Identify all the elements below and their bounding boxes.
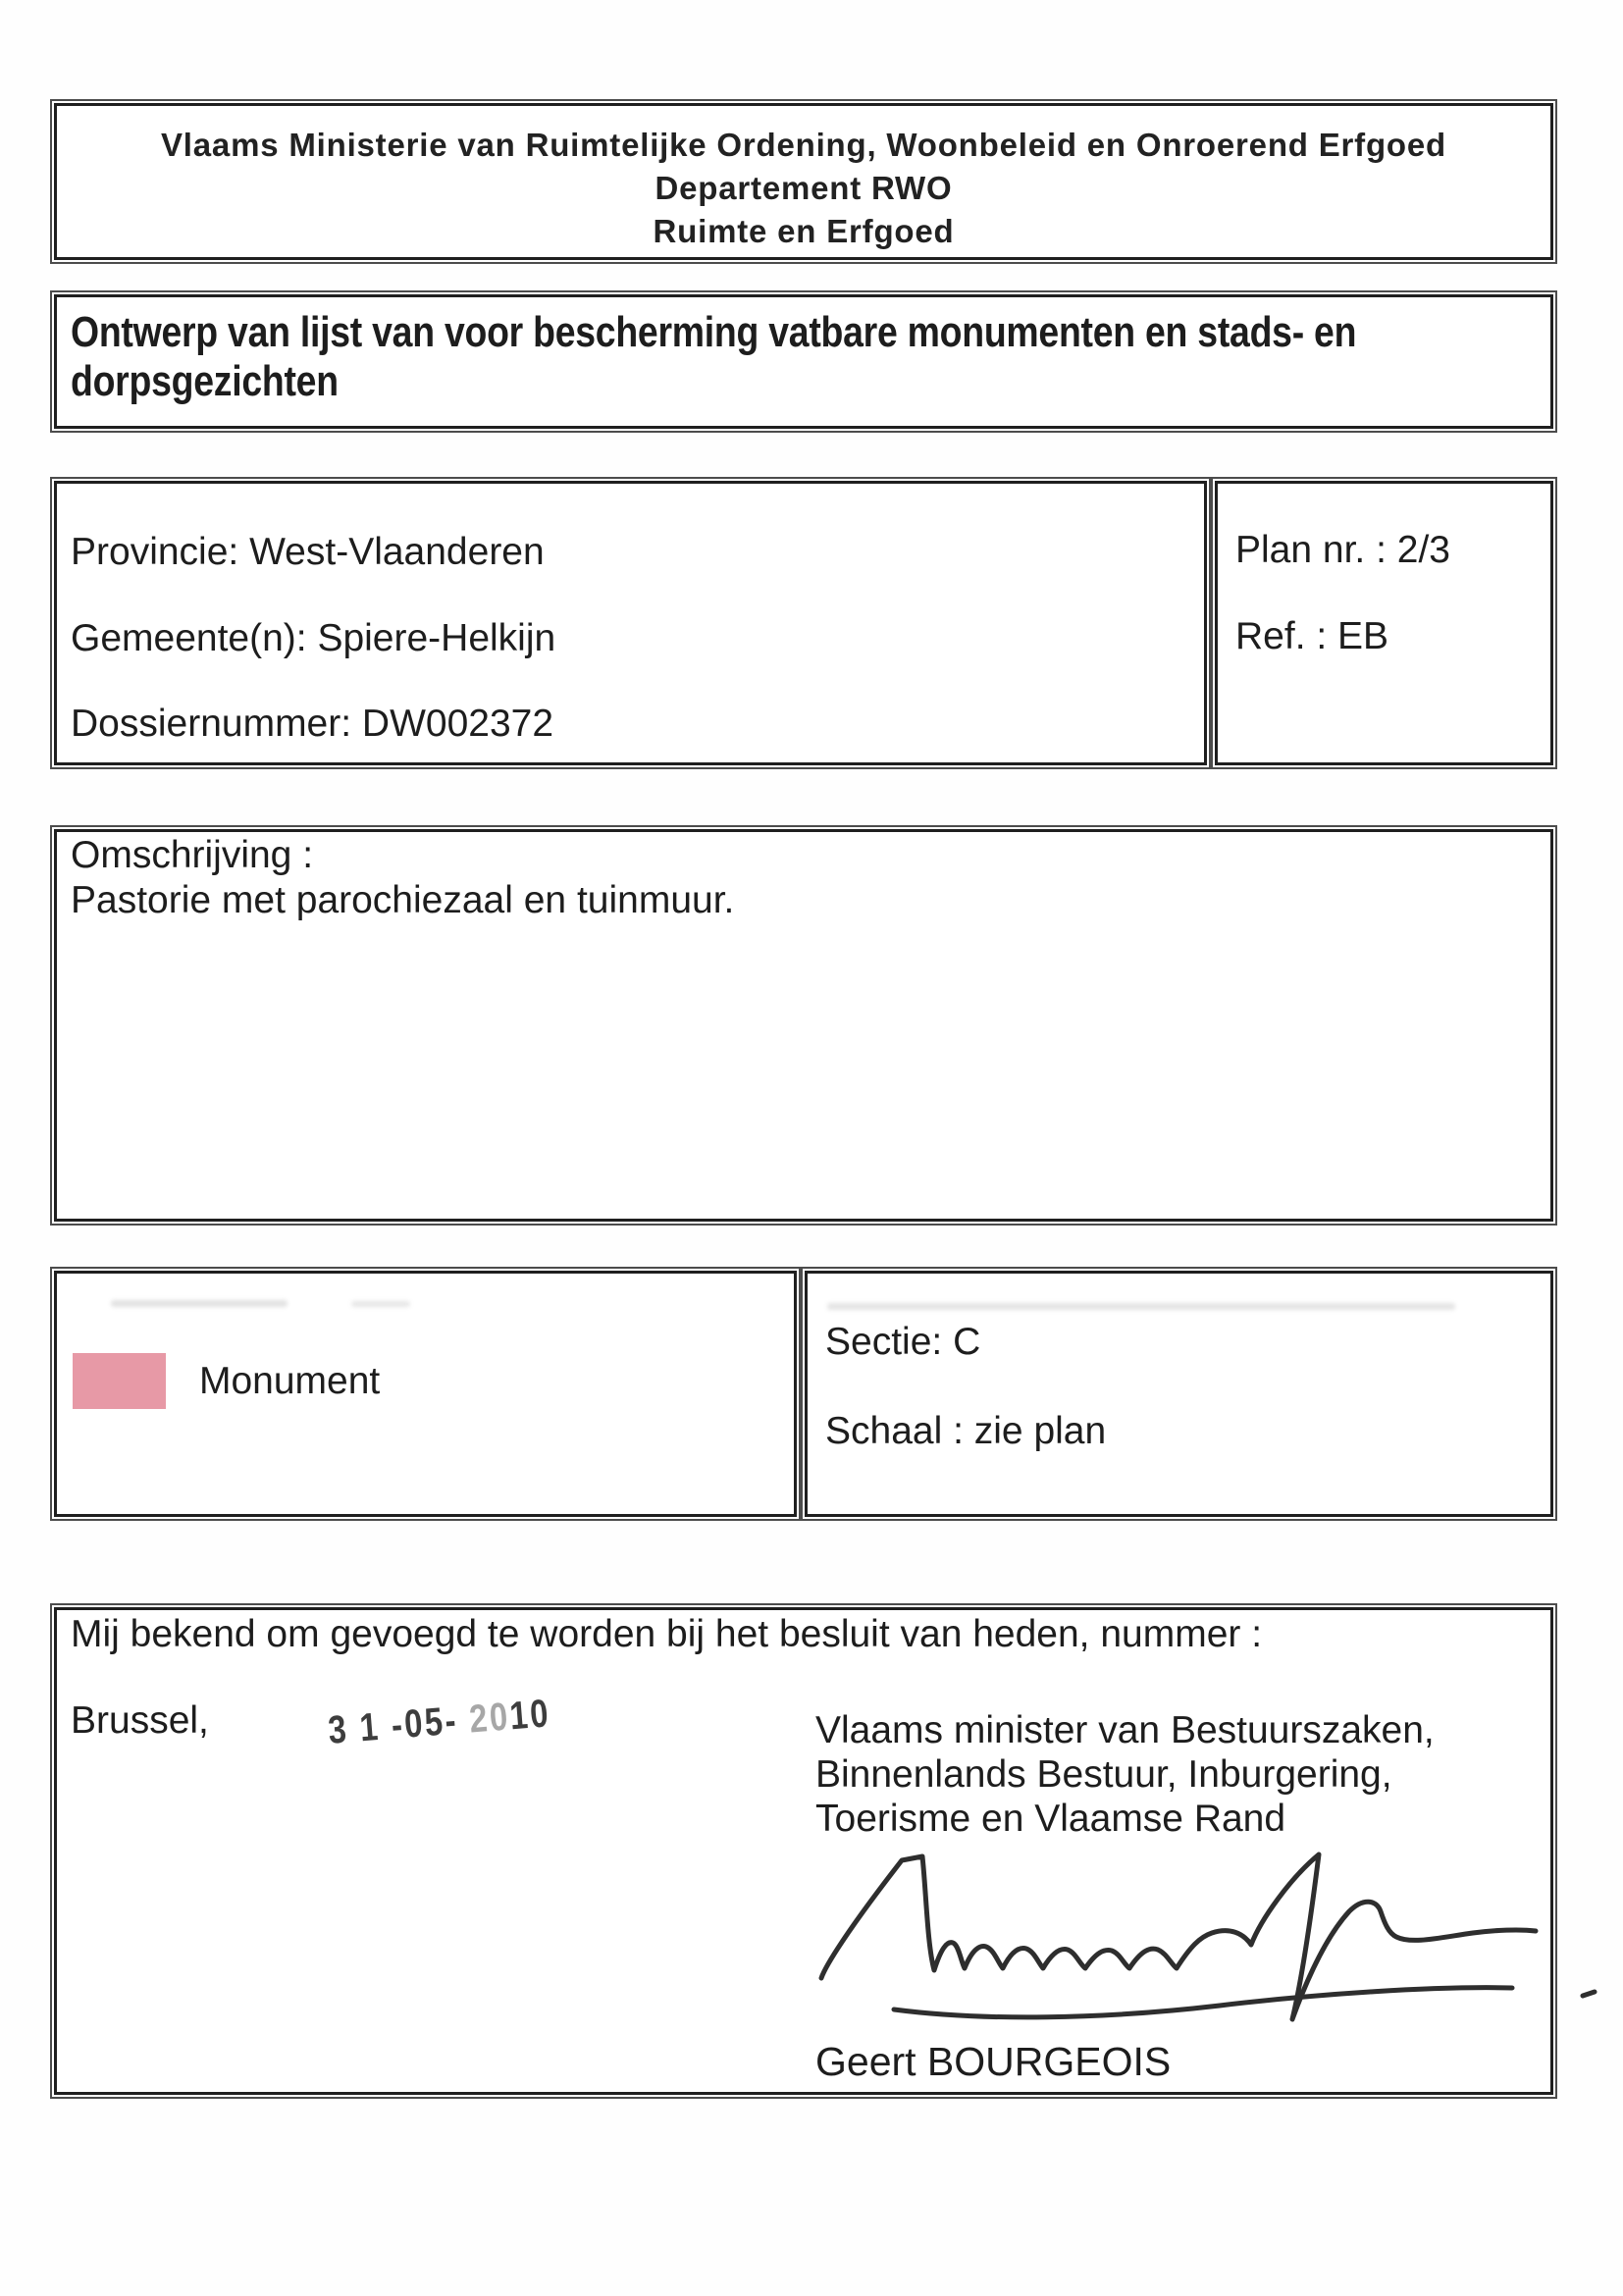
- minister-title-line2: Binnenlands Bestuur, Inburgering,: [815, 1753, 1392, 1796]
- minister-title-line1: Vlaams minister van Bestuurszaken,: [815, 1709, 1435, 1751]
- attestation-box: [54, 1607, 1553, 2095]
- signatory-name: Geert BOURGEOIS: [815, 2039, 1172, 2084]
- sectie-field: Sectie: C: [825, 1321, 981, 1363]
- gemeente-field: Gemeente(n): Spiere-Helkijn: [71, 617, 556, 659]
- stamp-day-month: 3 1 -05-: [326, 1698, 460, 1752]
- scan-smudge: [827, 1303, 1455, 1310]
- department-name: Departement RWO: [654, 170, 953, 206]
- ref-field: Ref. : EB: [1235, 615, 1389, 657]
- dossiernummer-field: Dossiernummer: DW002372: [71, 703, 554, 745]
- stamp-year: 10: [507, 1692, 552, 1739]
- division-name: Ruimte en Erfgoed: [653, 213, 955, 249]
- minister-title-line3: Toerisme en Vlaamse Rand: [815, 1798, 1286, 1840]
- attestation-statement: Mij bekend om gevoegd te worden bij het besluit van heden, nummer :: [71, 1613, 1263, 1655]
- map-info-box: [805, 1271, 1553, 1517]
- plan-nr-field: Plan nr. : 2/3: [1235, 529, 1450, 571]
- date-stamp: [327, 1694, 551, 1750]
- document-title-line2: dorpsgezichten: [71, 357, 339, 405]
- ministry-header-box: [54, 103, 1553, 260]
- minister-title: [815, 1708, 1435, 1841]
- provincie-field: Provincie: West-Vlaanderen: [71, 531, 545, 573]
- document-title-box: [54, 294, 1553, 429]
- document-title-line1: Ontwerp van lijst van voor bescherming vatbare monumenten en stads- en: [71, 308, 1357, 356]
- signature: [808, 1851, 1602, 2042]
- monument-legend-label: Monument: [199, 1360, 381, 1402]
- scan-smudge: [111, 1300, 288, 1307]
- ministry-name: Vlaams Ministerie van Ruimtelijke Ordening, Woonbeleid en Onroerend Erfgoed: [161, 127, 1446, 163]
- omschrijving-box: [54, 829, 1553, 1222]
- omschrijving-value: Pastorie met parochiezaal en tuinmuur.: [71, 879, 735, 921]
- legend-box: [54, 1271, 797, 1517]
- ministry-header: [57, 124, 1550, 253]
- stamp-year-faint: 20: [467, 1695, 512, 1742]
- omschrijving-label: Omschrijving :: [71, 834, 314, 876]
- dossier-info-box: [54, 481, 1207, 765]
- monument-legend-swatch: [73, 1353, 166, 1409]
- schaal-field: Schaal : zie plan: [825, 1410, 1107, 1452]
- plan-ref-box: [1215, 481, 1553, 765]
- scan-smudge: [351, 1301, 410, 1307]
- place-label: Brussel,: [71, 1699, 209, 1742]
